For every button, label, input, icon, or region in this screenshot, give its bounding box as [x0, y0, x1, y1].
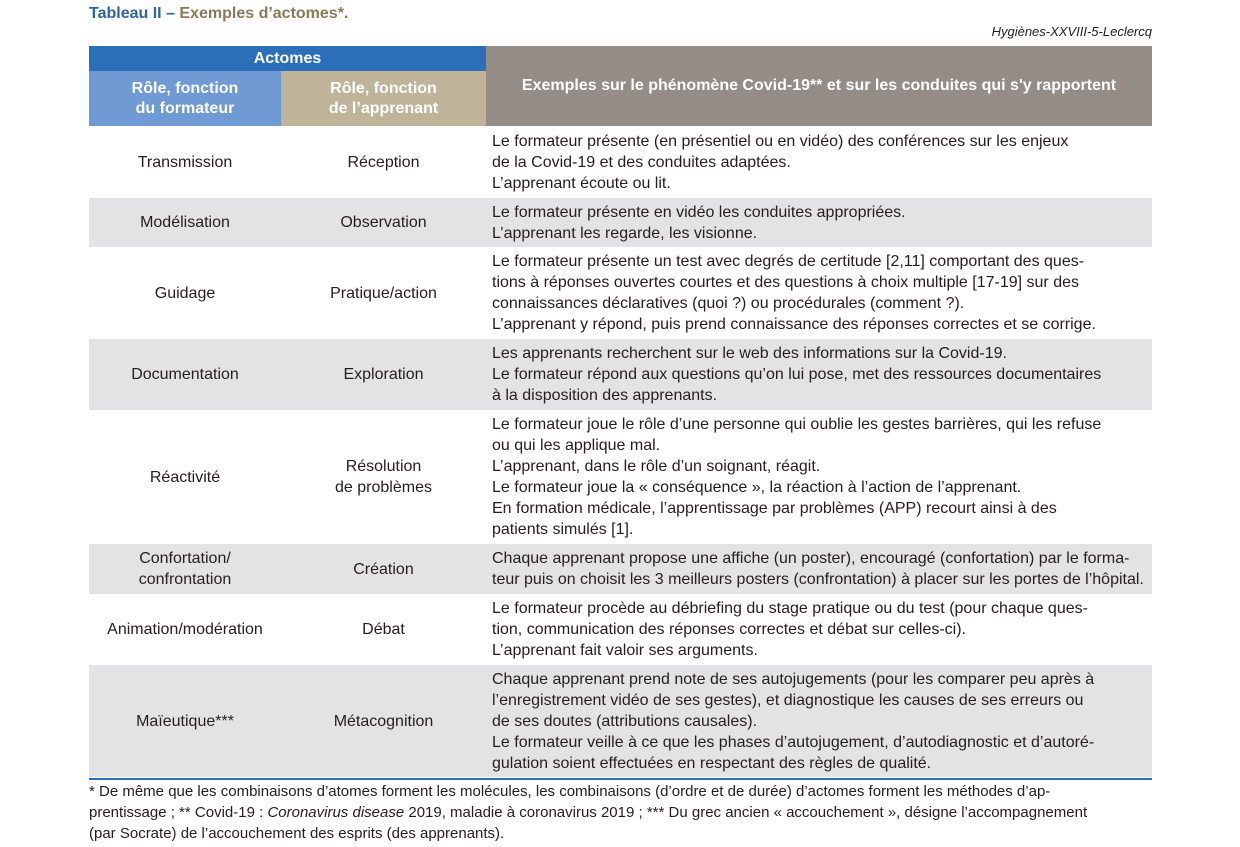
cell-role-apprenant-line: Résolution: [345, 458, 422, 475]
cell-role-apprenant-line: de problèmes: [335, 479, 432, 496]
caption-label: Tableau II –: [89, 5, 180, 22]
cell-role-apprenant-line: Pratique/action: [330, 284, 437, 302]
header-role-formateur: [89, 71, 281, 126]
table-header: [89, 46, 1152, 126]
cell-role-formateur: [89, 198, 281, 247]
table-row: [89, 410, 1152, 544]
cell-exemples-line: Le formateur présente (en présentiel ou en vidéo) des conférences sur les enjeux: [492, 132, 1069, 150]
table-row: [89, 594, 1152, 665]
cell-exemples-line: L’apprenant écoute ou lit.: [492, 174, 671, 192]
cell-role-apprenant-line: Exploration: [343, 366, 424, 383]
cell-exemples-line: Le formateur joue la « conséquence », la réaction à l’action de l’apprenant.: [492, 479, 1022, 496]
cell-role-formateur-line: Guidage: [154, 284, 216, 302]
cell-role-apprenant: [281, 339, 486, 410]
cell-exemples-line: Le formateur procède au débriefing du stage pratique ou du test (pour chaque ques-: [492, 600, 1088, 617]
header-role-apprenant-line: Rôle, fonction: [330, 79, 437, 97]
header-role-formateur-line: Rôle, fonction: [131, 79, 239, 97]
cell-exemples-line: patients simulés [1].: [492, 521, 634, 538]
cell-role-formateur-line: Modélisation: [140, 214, 230, 231]
cell-exemples: [486, 594, 1152, 665]
footnote-line: (par Socrate) de l’accouchement des esprits (des apprenants).: [89, 825, 505, 842]
cell-exemples: [486, 339, 1152, 410]
cell-exemples-line: En formation médicale, l’apprentissage par problèmes (APP) recourt ainsi à des: [492, 500, 1057, 517]
cell-exemples: [486, 198, 1152, 247]
table-row: [89, 126, 1152, 198]
table-row: [89, 339, 1152, 410]
cell-exemples: [486, 126, 1152, 198]
cell-exemples-line: L’apprenant fait valoir ses arguments.: [492, 642, 758, 659]
cell-role-apprenant-line: Observation: [340, 214, 427, 231]
cell-role-apprenant-line: Débat: [362, 621, 405, 638]
header-role-apprenant: [281, 71, 486, 126]
source-reference: Hygiènes-XXVIII-5-Leclercq: [991, 24, 1152, 39]
cell-exemples-line: gulation soient effectuées en respectant des règles de qualité.: [492, 754, 932, 772]
cell-role-formateur: [89, 665, 281, 777]
cell-role-apprenant: [281, 544, 486, 594]
cell-exemples: [486, 544, 1152, 594]
cell-exemples-line: teur puis on choisit les 3 meilleurs posters (confrontation) à placer sur les portes de l’hôpital.: [492, 571, 1144, 588]
footnote-line: * De même que les combinaisons d’atomes forment les molécules, les combinaisons (d’ordre et de durée) d’actomes forment les méthodes d’ap-: [89, 783, 1051, 800]
cell-exemples-line: à la disposition des apprenants.: [492, 387, 718, 404]
actomes-table: [89, 46, 1152, 777]
cell-exemples-line: L’apprenant les regarde, les visionne.: [492, 224, 758, 242]
cell-role-apprenant: [281, 665, 486, 777]
cell-role-apprenant: [281, 594, 486, 665]
cell-exemples-line: L’apprenant, dans le rôle d’un soignant, réagit.: [492, 458, 821, 475]
table-row: [89, 198, 1152, 247]
cell-exemples-line: L’apprenant y répond, puis prend connaissance des réponses correctes et se corrige.: [492, 316, 1096, 333]
cell-role-apprenant: [281, 198, 486, 247]
cell-exemples-line: Le formateur présente en vidéo les conduites appropriées.: [492, 203, 906, 221]
cell-exemples-line: tion, communication des réponses correctes et débat sur celles-ci).: [492, 621, 966, 638]
cell-role-formateur-line: Documentation: [131, 366, 239, 383]
footnote-italic-text: Coronavirus disease: [267, 804, 405, 821]
cell-role-formateur-line: confrontation: [138, 571, 232, 588]
header-role-apprenant-line: de l’apprenant: [328, 99, 439, 117]
table-row: [89, 544, 1152, 594]
cell-exemples-line: Le formateur joue le rôle d’une personne qui oublie les gestes barrières, qui les refuse: [492, 416, 1102, 433]
table-body: [89, 126, 1152, 777]
cell-exemples-line: Le formateur répond aux questions qu’on lui pose, met des ressources documentaires: [492, 366, 1102, 383]
cell-exemples-line: ou qui les applique mal.: [492, 437, 661, 454]
footnotes: [89, 781, 1157, 844]
cell-exemples: [486, 410, 1152, 544]
table-bottom-rule: [89, 778, 1152, 780]
table-row: [89, 247, 1152, 339]
cell-role-formateur: [89, 594, 281, 665]
header-role-formateur-line: du formateur: [135, 99, 235, 117]
cell-exemples-line: l’enregistrement vidéo de ses gestes), et diagnostique les causes de ses erreurs ou: [492, 691, 1084, 709]
cell-exemples-line: tions à réponses ouvertes courtes et des questions à choix multiple [17-19] sur des: [492, 274, 1079, 291]
cell-exemples-line: de ses doutes (attributions causales).: [492, 712, 758, 730]
cell-exemples-line: Le formateur présente un test avec degrés de certitude [2,11] comportant des ques-: [492, 253, 1085, 270]
header-actomes: Actomes: [89, 46, 486, 71]
table-row: [89, 665, 1152, 777]
table-caption: [89, 5, 348, 23]
caption-title: Exemples d’actomes*.: [179, 5, 349, 22]
cell-exemples-line: Le formateur veille à ce que les phases d’autojugement, d’autodiagnostic et d’autoré-: [492, 733, 1095, 751]
cell-role-formateur-line: Transmission: [137, 153, 233, 171]
cell-role-apprenant-line: Réception: [347, 153, 420, 171]
cell-role-apprenant-line: Création: [353, 560, 414, 578]
cell-exemples-line: Les apprenants recherchent sur le web des informations sur la Covid-19.: [492, 345, 1007, 362]
cell-exemples-line: de la Covid-19 et des conduites adaptées.: [492, 153, 791, 171]
cell-exemples-line: Chaque apprenant prend note de ses autojugements (pour les comparer peu après à: [492, 670, 1095, 688]
cell-role-formateur-line: Maïeutique***: [136, 712, 234, 730]
header-examples: Exemples sur le phénomène Covid-19** et sur les conduites qui s'y rapportent: [486, 46, 1152, 126]
cell-exemples-line: Chaque apprenant propose une affiche (un poster), encouragé (confortation) par le forma-: [492, 550, 1130, 567]
cell-role-apprenant: [281, 410, 486, 544]
cell-role-formateur: [89, 410, 281, 544]
cell-role-formateur: [89, 247, 281, 339]
footnote-line: [89, 802, 1157, 823]
cell-role-formateur-line: Animation/modération: [107, 621, 263, 638]
cell-role-formateur: [89, 339, 281, 410]
cell-role-formateur: [89, 126, 281, 198]
cell-role-apprenant: [281, 126, 486, 198]
cell-role-apprenant: [281, 247, 486, 339]
footnote-text: prentissage ; ** Covid-19 :: [89, 804, 268, 821]
footnote-text: 2019, maladie à coronavirus 2019 ; *** Du grec ancien « accouchement », désigne l’accompagnement: [404, 804, 1088, 821]
cell-exemples: [486, 665, 1152, 777]
cell-role-formateur-line: Confortation/: [139, 550, 231, 567]
cell-exemples-line: connaissances déclaratives (quoi ?) ou procédurales (comment ?).: [492, 295, 965, 312]
cell-role-formateur-line: Réactivité: [149, 468, 221, 486]
cell-role-apprenant-line: Métacognition: [333, 712, 434, 730]
cell-role-formateur: [89, 544, 281, 594]
cell-exemples: [486, 247, 1152, 339]
